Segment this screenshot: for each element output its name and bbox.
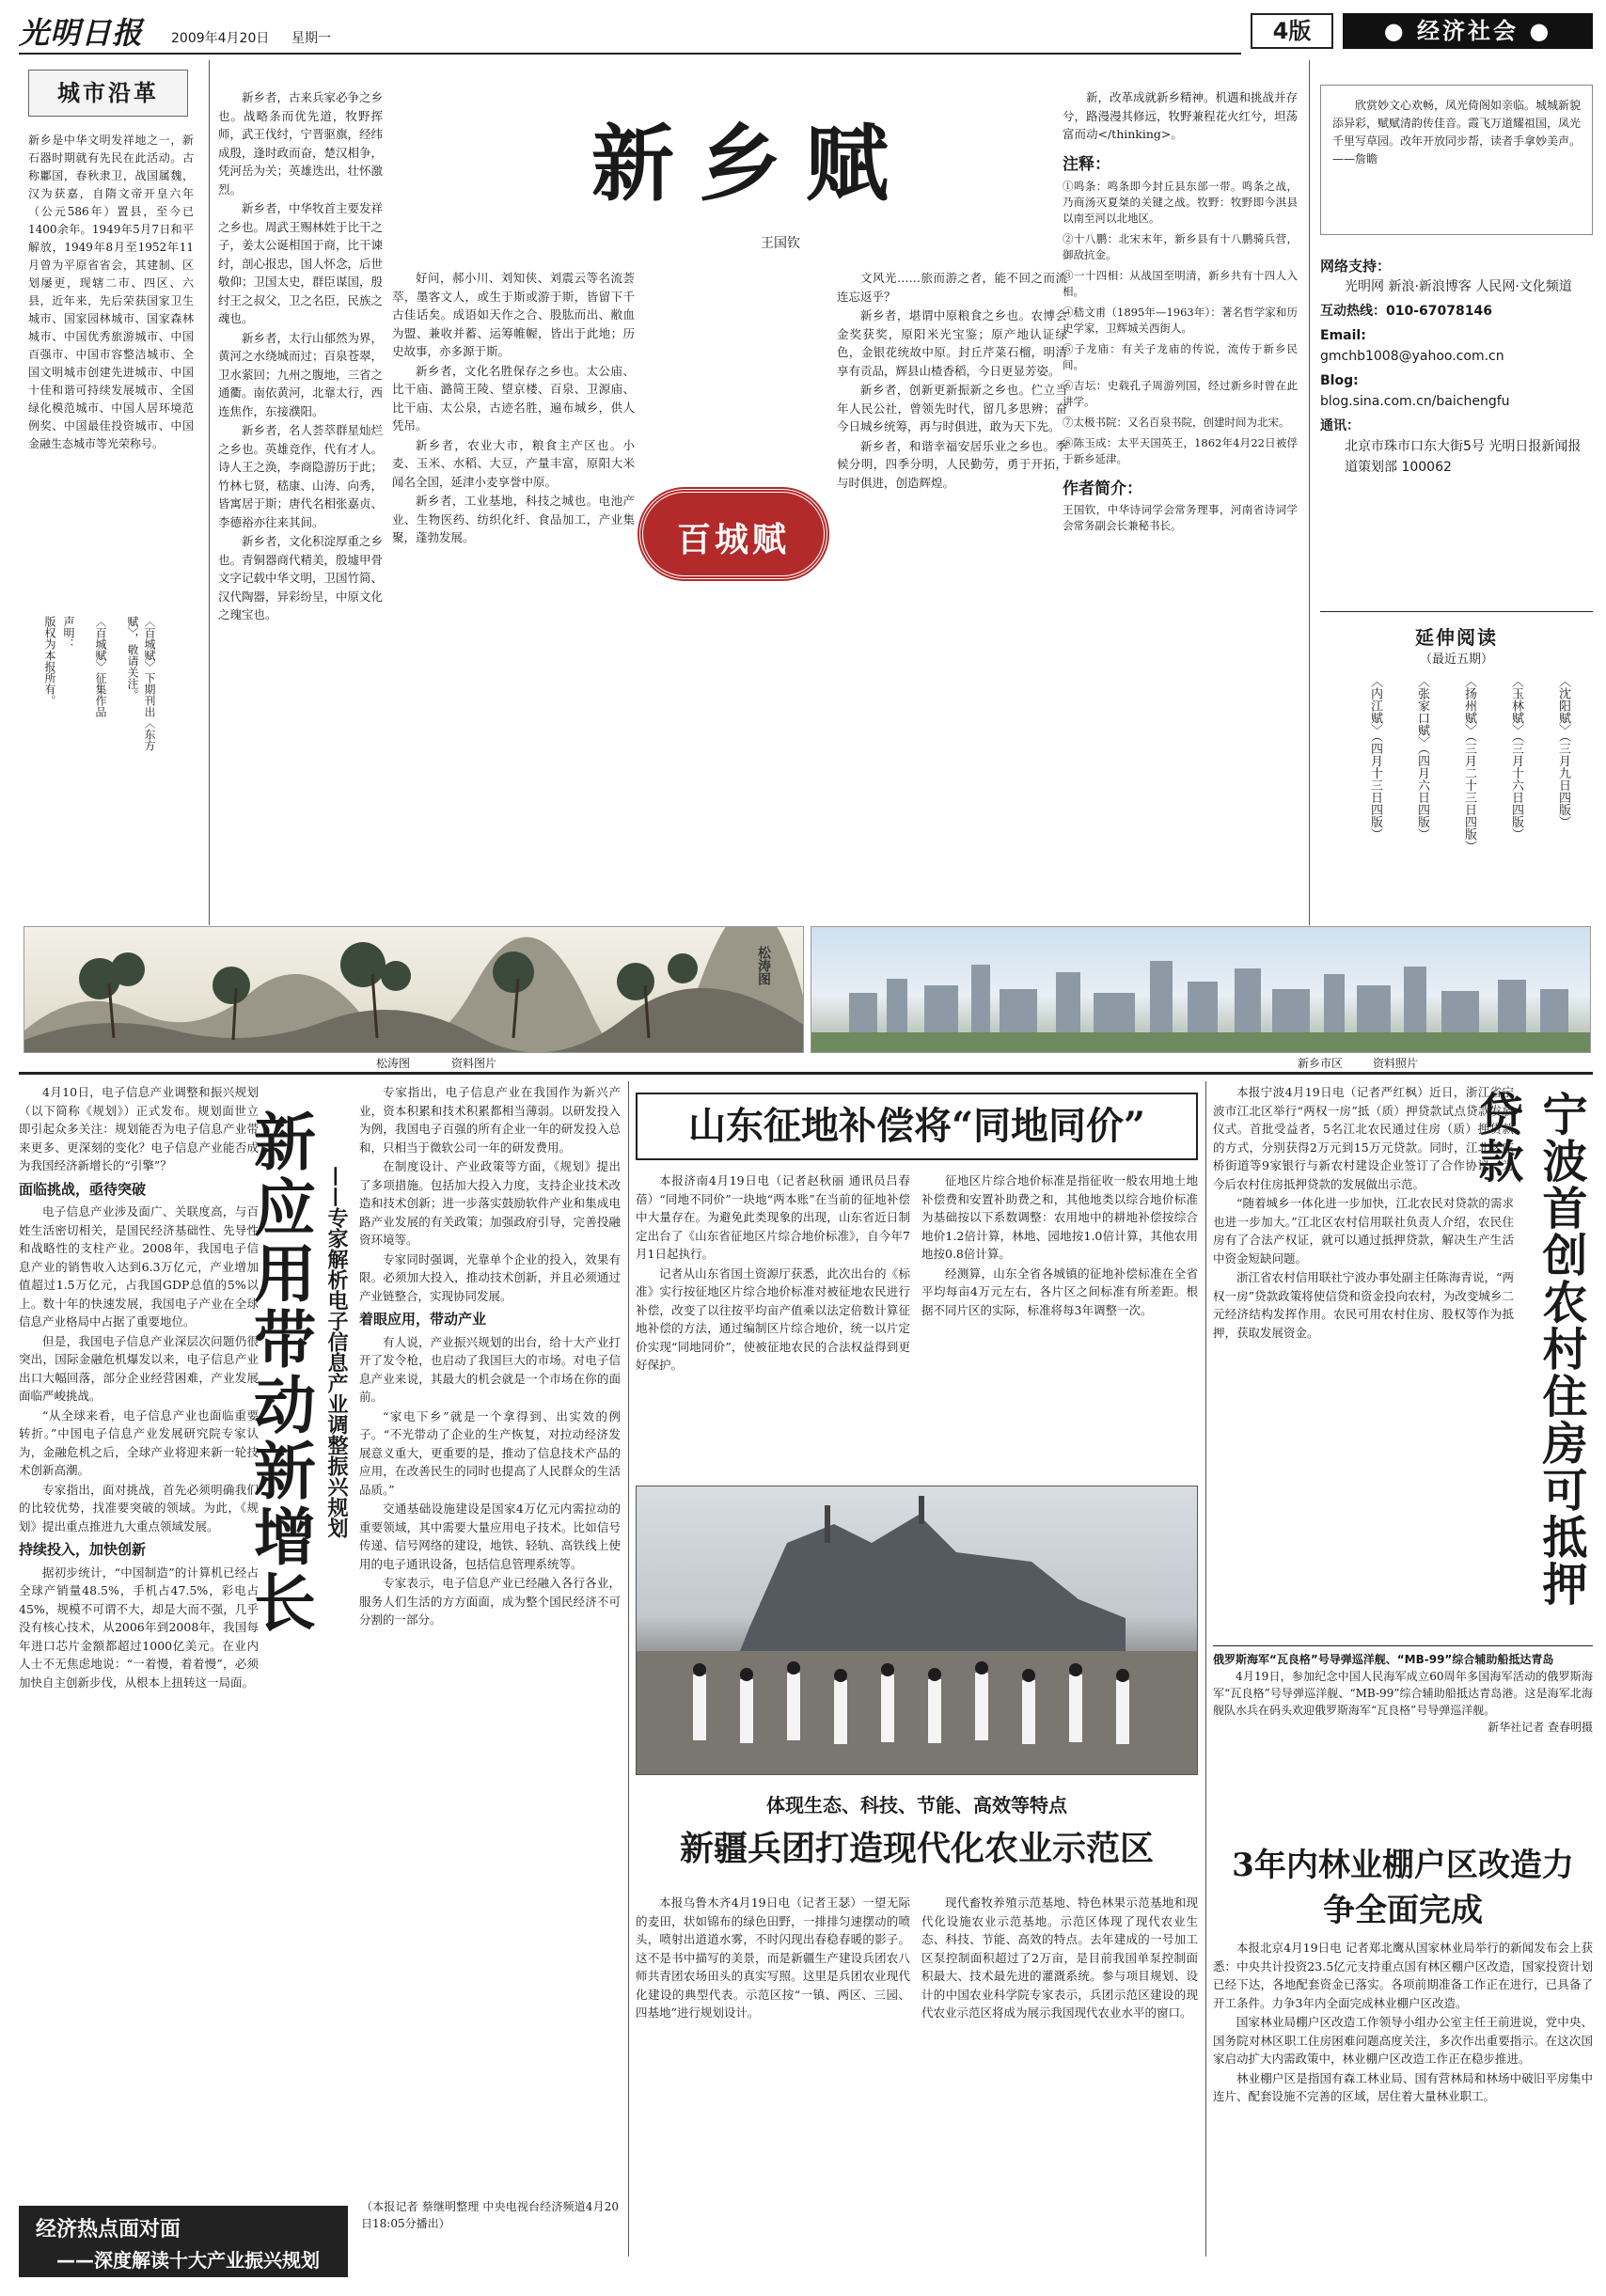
- next-issue-note: 〈百城赋〉下期刊出〈东方: [143, 616, 156, 751]
- painting-caption: 松涛图: [376, 1057, 411, 1070]
- elec-col1-p: 但是，我国电子信息产业深层次问题仍很突出，国际金融危机爆发以来，电子信息产业出口大幅回落，部分企业经营困难，产业发展面临严峻挑战。: [19, 1333, 259, 1403]
- elec-subhead: ——专家解析电子信息产业调整振兴规划: [324, 1166, 349, 1538]
- issue-weekday: 星期一: [291, 31, 331, 46]
- issue-date: 2009年4月20日: [171, 31, 270, 46]
- city-skyline-art: [811, 927, 1591, 1053]
- elec-byline: （本报记者 蔡继明整理 中央电视台经济频道4月20日18:05分播出）: [361, 2200, 619, 2230]
- elec-col-1: [19, 1083, 259, 2202]
- elec-headline-char: 应: [254, 1172, 316, 1245]
- elec-col2-p: 专家同时强调，光靠单个企业的投入，效果有限。必须加大投入，推动技术创新，并且必须通过产业链整合，实现协同发展。: [359, 1251, 621, 1303]
- elec-col1-p: 专家指出，面对挑战，首先必须明确我们的比较优势，找准要突破的领域。为此，《规划》提出重点推进九大重点领域发展。: [19, 1482, 259, 1533]
- notes-title: 注释：: [1063, 155, 1110, 174]
- forestry-p: 国家林业局棚户区改造工作领导小组办公室主任王前进说，党中央、国务院对林区职工住房困难问题高度关注，多次作出重要指示。在这次国家启动扩大内需政策中，林业棚户区改造工作正在稳步推进。: [1213, 2015, 1593, 2066]
- elec-col1-p: “从全球来看，电子信息产业也面临重要转折。”中国电子信息产业发展研究院专家认为，金融危机之后，全球产业将迎来新一轮技术创新高潮。: [19, 1407, 259, 1477]
- main-col3-p: 新乡者，堪谓中原粮食之乡也。农博会金奖获奖，原阳米光宝鉴；原产地认证绿色，金银花统故中原。封丘芹菜石榴，明清享有贡品，辉县山楂香稻，今日更显芳姿。: [837, 308, 1067, 378]
- email-address[interactable]: gmchb1008@yahoo.com.cn: [1320, 349, 1504, 364]
- navy-photo-credit: 新华社记者 查春明摄: [1488, 1721, 1593, 1734]
- xinjiang-box: [636, 1783, 1198, 1886]
- main-col2-p: 新乡者，工业基地，科技之城也。电池产业、生物医药、纺织化纤、食品加工，产业集聚，蓬勃发展。: [392, 494, 635, 544]
- hot-topic-subtitle: ——深度解读十大产业振兴规划: [56, 2249, 320, 2272]
- main-col-1: [218, 88, 383, 916]
- sidebar-divider: [209, 60, 210, 925]
- forestry-headline: 3年内林业棚户区改造力争全面完成: [1232, 1847, 1574, 1929]
- author-bio: 王国钦，中华诗词学会常务理事，河南省诗词学会常务副会长兼秘书长。: [1063, 503, 1298, 532]
- main-col-4: [1063, 88, 1298, 147]
- main-col3-p: 新乡者，和谐幸福安居乐业之乡也。季候分明，四季分明，人民勤劳，勇于开拓，与时俱进，创造辉煌。: [837, 438, 1067, 490]
- navy-photo-art: [637, 1486, 1198, 1775]
- elec-col2-p: 专家指出，电子信息产业在我国作为新兴产业，资本积累和技术积累都相当薄弱。以研发投入为例，我国电子百强的所有企业一年的研发投入总和，只相当于微软公司一年的研发费用。: [359, 1085, 621, 1155]
- ningbo-divider: [1205, 1081, 1206, 2257]
- note-item: ⑦太极书院：又名百泉书院，创建时间为北宋。: [1063, 415, 1290, 429]
- ningbo-p: 本报宁波4月19日电（记者严红枫）近日，浙江省宁波市江北区举行“两权一房”抵（质）押贷款试点贷款发放仪式。首批受益者，5名江北农民通过住房（质）押贷款的方式，分别获得2万元到15万元贷款。同时，江北区庄桥街道等9家银行与新农村建设企业签订了合作协议，为今后农村住房抵押贷款的发展做出示范。: [1213, 1085, 1514, 1191]
- ningbo-headline: 宁波首创农村住房可抵押贷款: [1471, 1091, 1587, 1608]
- hot-topic-banner: [19, 2206, 348, 2277]
- note-item: ②十八鹏：北宋末年，新乡县有十八鹏骑兵营，御敌抗金。: [1063, 231, 1298, 261]
- elec-divider: [628, 1081, 629, 2257]
- painting-seal-text: 松涛图: [756, 946, 771, 985]
- forestry-body: [1213, 1939, 1593, 2277]
- xinjiang-kicker: 体现生态、科技、节能、高效等特点: [766, 1794, 1067, 1816]
- main-col3-p: 文风光……旅而游之者，能不回之而流连忘返乎？: [837, 271, 1067, 304]
- elec-intro: 4月10日，电子信息产业调整和振兴规划（以下简称《规划》）正式发布。规划面世立即引起众多关注：规划能否为电子信息产业带来更多、更深刻的变化？电子信息产业能否成为我国经济新增长的“引擎”？: [19, 1085, 259, 1172]
- extended-reading-title: 延伸阅读: [1415, 626, 1498, 649]
- main-col4-p: 新，改革成就新乡精神。机遇和挑战并存兮，路漫漫其修远，牧野兼程花火红兮，坦荡富而动</thinking>。: [1063, 90, 1298, 141]
- shandong-headline: 山东征地补偿将“同地同价”: [636, 1093, 1198, 1160]
- support-label: 网络支持：: [1320, 258, 1392, 275]
- note-item: ⑧陈玉成：太平天国英王，1862年4月22日被俘于新乡延津。: [1063, 435, 1298, 465]
- elec-col2-body: 专家表示，电子信息产业已经融入各行各业，服务人们生活的方方面面，成为整个国民经济不可分割的一部分。: [359, 1576, 621, 1627]
- main-col1-p: 新乡者，中华牧首主要发祥之乡也。周武王赐林姓于比干之子，姜太公诞相国于商，比干谏纣，剖心报忠，国人怀念，后世敬仰；卫国太史，群臣谋国，殷纣王之叔父，卫之名臣，民族之魂也。: [218, 201, 383, 325]
- reading-item[interactable]: 〈玉林赋〉（三月十六日四版）: [1509, 675, 1523, 841]
- shandong-col1-p: 本报济南4月19日电（记者赵秋丽 通讯员吕春蓓）“同地不同价”一块地“两本账”在当前的征地补偿中大量存在。为避免此类现象的出现，山东省近日制定出台了《山东省征地区片综合地价标准》，自今年7月1日起执行。: [636, 1173, 910, 1261]
- elec-headline-char: 带: [254, 1303, 316, 1376]
- reading-item[interactable]: 〈沈阳赋〉（三月九日四版）: [1556, 675, 1570, 828]
- pine-painting-art: [24, 927, 804, 1053]
- navy-photo-caption: 4月19日，参加纪念中国人民海军成立60周年多国海军活动的俄罗斯海军“瓦良格”号导弹巡洋舰、“MB-99”综合辅助船抵达青岛港。这是海军北海舰队水兵在码头欢迎俄罗斯海军“瓦良格”号导弹巡洋舰。: [1213, 1670, 1593, 1717]
- ningbo-p: 浙江省农村信用联社宁波办事处副主任陈海青说，“两权一房”贷款政策将使信贷和资金投向农村，为改变城乡二元经济结构发挥作用。农民可用农村住房、股权等作为抵押，获取发展资金。: [1213, 1270, 1514, 1340]
- hotline: 互动热线：010-67078146: [1320, 304, 1492, 319]
- main-col-3: [837, 269, 1067, 918]
- contact-box: [1320, 256, 1593, 585]
- section-name: ● 经济社会 ●: [1343, 13, 1593, 49]
- city-history-title: 城市沿革: [28, 70, 188, 117]
- extended-reading-subtitle: （最近五期）: [1419, 653, 1493, 667]
- address: 北京市珠市口东大街5号 光明日报新闻报道策划部 100062: [1345, 439, 1582, 475]
- main-col2-p: 好问，郝小川、刘知侠、刘震云等名流荟萃，墨客文人，或生于斯或游于斯，皆留下千古佳话矣。成语如天作之合、股肱而出、敝血为盟、兼收并蓄、运筹帷幄，皆出于此地；历史故事，亦多源于斯。: [392, 271, 635, 358]
- shandong-col-1: [636, 1172, 910, 1478]
- extended-rule: [1320, 611, 1593, 612]
- baichengfu-seal: [639, 489, 827, 579]
- address-label: 通讯：: [1320, 418, 1360, 433]
- blog-label: Blog:: [1320, 373, 1359, 388]
- elec-headline-char: 动: [254, 1369, 316, 1442]
- elec-headline-char: 新: [254, 1435, 316, 1508]
- elec-headline-char: 增: [254, 1501, 316, 1574]
- xinjiang-headline: 新疆兵团打造现代化农业示范区: [679, 1829, 1154, 1868]
- elec-col2-body: 交通基础设施建设是国家4万亿元内需拉动的重要领域，其中需要大量应用电子技术。比如信号传递、信号网络的建设，地铁、轻轨、高铁线上使用的电子通讯设备，包括信息管理系统等。: [359, 1502, 621, 1571]
- main-col1-p: 新乡者，古来兵家必争之乡也。战略条而优先道，牧野挥师，武王伐纣，宁晋驱旗，经纬成殷，逢时政而奋，楚汉相争，凭河岳为关；英雄迭出，壮怀激烈。: [218, 90, 383, 197]
- copyright-note: 版权为本报所有。: [43, 616, 56, 706]
- hot-topic-title: 经济热点面对面: [36, 2218, 181, 2241]
- vertical-notes: [19, 611, 203, 921]
- elec-col1-end: 据初步统计，“中国制造”的计算机已经占全球产销量48.5%，手机占47.5%，彩电占45%，规模不可谓不大，却是大而不强，几乎没有核心技术，从2006年到2008年，我国每年进口芯片金额都超过1000亿美元。在业内人士不无焦虑地说：“一着慢，着着慢”，必须加快自主创新步伐，从根本上扭转这一局面。: [19, 1565, 259, 1690]
- collect-note: 〈百城赋〉征集作品: [94, 616, 107, 717]
- ningbo-p: “随着城乡一体化进一步加快，江北农民对贷款的需求也进一步加大。”江北区农村信用联社负责人介绍，农民住房有了合法产权证，就可以通过抵押贷款，解决生产生活中资金短缺问题。: [1213, 1196, 1514, 1266]
- newspaper-logo: 光明日报: [19, 15, 144, 51]
- main-col-2: [392, 269, 635, 918]
- painting-credit: 资料图片: [451, 1057, 497, 1070]
- author-intro-title: 作者简介：: [1063, 479, 1142, 498]
- main-col1-p: 新乡者，太行山郁然为界，黄河之水绕城而过；百泉苍翠，卫水萦回；九州之腹地，三省之通衢。南依黄河，北靠太行，西连焦作，东接濮阳。: [218, 330, 383, 418]
- main-title: 新乡赋: [590, 115, 913, 212]
- navy-photo-title: 俄罗斯海军“瓦良格”号导弹巡洋舰、“MB-99”综合辅助船抵达青岛: [1213, 1653, 1554, 1666]
- main-col1-p: 新乡者，文化积淀厚重之乡也。青铜器商代精美，殷墟甲骨文字记载中华文明，卫国竹简、汉代陶器，异彩纷呈，中原文化之瑰宝也。: [218, 534, 383, 621]
- reading-item[interactable]: 〈内江赋〉（四月十三日四版）: [1368, 675, 1382, 841]
- seal-text: 百城赋: [676, 520, 790, 559]
- shandong-col1-p: 记者从山东省国土资源厅获悉，此次出台的《标准》实行按征地区片综合地价标准对被征地农民进行补偿，改变了以往按平均亩产值乘以法定倍数计算征地补偿的方法，通过编制区片综合地价，统一以片定价实现“同地同价”，使被征地农民的合法权益得到更好保护。: [636, 1266, 910, 1372]
- city-history-body: 新乡是中华文明发祥地之一，新石器时期就有先民在此活动。古称鄘国，春秋隶卫，战国属魏，汉为获嘉，自隋文帝开皇六年（公元586年）置县，至今已1400余年。1949年5月7日和平解放，1949年8月至1952年11月曾为平原省省会，其建制、区划屡更，现辖二市、四区、六县，近年来，先后荣获国家卫生城市、国家园林城市、国家森林城市、中国优秀旅游城市、中国百强市、中国市容整洁城市、全国文明城市创建先进城市、中国十佳和谐可持续发展城市、全国绿化模范城市、中国人居环境范例奖、中国最佳投资城市、中国金融生态城市等光荣称号。: [28, 134, 194, 450]
- note-item: ③一十四相：从战国至明清，新乡共有十四人入相。: [1063, 268, 1298, 298]
- note-item: ⑤子龙庙：有关子龙庙的传说，流传于新乡民间。: [1063, 341, 1298, 371]
- email-label: Email:: [1320, 328, 1366, 343]
- main-author: 王国钦: [761, 236, 800, 251]
- elec-sec1-heading: 面临挑战，亟待突破: [19, 1180, 147, 1198]
- navy-caption-box: [1213, 1651, 1593, 1801]
- elec-sec2-heading: 着眼应用，带动产业: [359, 1311, 487, 1328]
- page-number: 4版: [1251, 13, 1333, 49]
- city-credit: 资料照片: [1373, 1057, 1419, 1070]
- shandong-col2-p: 经测算，山东全省各城镇的征地补偿标准在全省平均每亩4万元左右，各片区之间标准有所差距。根据不同片区的实际，标准将每3年调整一次。: [921, 1266, 1198, 1317]
- city-caption: 新乡市区: [1298, 1057, 1344, 1070]
- next-issue-note-2: 赋〉，敬请关注。: [126, 616, 139, 700]
- main-col2-p: 新乡者，文化名胜保存之乡也。太公庙、比干庙、潞简王陵、望京楼、百泉、卫源庙、比干庙、太公泉，古迹名胜，遍布城乡，供人凭吊。: [392, 363, 635, 432]
- reading-item[interactable]: 〈张家口赋〉（四月六日四版）: [1415, 675, 1429, 841]
- notes-section: [1063, 150, 1298, 912]
- xinjiang-col-1: 本报乌鲁木齐4月19日电（记者王瑟）一望无际的麦田，状如锦布的绿色田野，一排排匀速摆动的喷头，喷射出道道水雾，不时闪现出春稳春暖的影子。这不是书中描写的美景，而是新疆生产建设兵团农八师共青团农场田头的真实写照。这里是兵团农业现代化建设的典型代表。示范区按“一镇、两区、三园、四基地”进行规划设计。: [636, 1895, 910, 2020]
- shandong-col-2: [921, 1172, 1198, 1478]
- elec-col2-p: 在制度设计、产业政策等方面，《规划》提出了多项措施。包括加大投入力度，支持企业技术改造和技术创新；进一步落实鼓励软件产业和集成电路产业发展的有关政策；加强政府引导，完善投融资环境等。: [359, 1159, 621, 1247]
- city-skyline-photo: [811, 926, 1591, 1053]
- support-sites: 光明网 新浪·新浪博客 人民网·文化频道: [1345, 279, 1572, 294]
- masthead: [0, 0, 1606, 58]
- extended-reading-list: [1320, 675, 1593, 910]
- elec-headline: [246, 1106, 323, 1640]
- quote-box: [1320, 85, 1593, 235]
- elec-headline-char: 新: [254, 1106, 316, 1179]
- city-history-box: [19, 60, 203, 605]
- elec-col-2: [359, 1083, 621, 2202]
- elec-col2-body: “家电下乡”就是一个拿得到、出实效的例子。“不光带动了企业的生产恢复，对拉动经济发展意义重大，更重要的是，推动了信息技术产品的应用，在改善民生的同时也提高了人民群众的生活品质。”: [359, 1408, 621, 1497]
- shandong-col2-p: 征地区片综合地价标准是指征收一般农用地土地补偿费和安置补助费之和，其他地类以综合地价标准为基础按以下系数调整：农用地中的耕地补偿按综合地价1.2倍计算，林地、园地按1.0倍计算，其他农用地按0.8倍计算。: [921, 1173, 1198, 1261]
- main-col3-p: 新乡者，创新更新振新之乡也。伫立当年人民公社，曾领先时代，留几多思辨；奋今日城乡统筹，再与时俱进，敢为天下先。: [837, 383, 1067, 433]
- masthead-rule: [19, 53, 1241, 55]
- note-item: ①鸣条：鸣条即今封丘县东部一带。鸣条之战，乃商汤灭夏桀的关键之战。牧野：牧野即今淇县以南至河以北地区。: [1063, 179, 1298, 225]
- reading-item[interactable]: 〈扬州赋〉（三月二十三日四版）: [1462, 675, 1476, 853]
- copyright-label: 声明：: [62, 616, 75, 650]
- navy-photo: [636, 1486, 1198, 1775]
- elec-col2-body: 有人说，产业振兴规划的出台，给十大产业打开了发令枪，也启动了我国巨大的市场。对电子信息产业来说，其最大的机会就是一个市场在你的面前。: [359, 1334, 621, 1404]
- blog-url[interactable]: blog.sina.com.cn/baichengfu: [1320, 394, 1510, 409]
- elec-headline-char: 用: [254, 1237, 316, 1311]
- elec-col1-p: 电子信息产业涉及面广、关联度高，与百姓生活密切相关，是国民经济基础性、先导性和战略性的支柱产业。2008年，我国电子信息产业的销售收入达到6.3万亿元，产业增加值超过1.5万亿元，占我国GDP总值的5%以上。数十年的快速发展，我国电子产业在全球信息产业格局中占据了重要地位。: [19, 1204, 259, 1329]
- forestry-p: 本报北京4月19日电 记者郑北鹰从国家林业局举行的新闻发布会上获悉：中央共计投资23.5亿元支持重点国有林区棚户区改造，国家投资计划已经下达，各地配套资金已落实。各项前期准备工作正在进行，已具备了开工条件。力争3年内全面完成林业棚户区改造。: [1213, 1941, 1593, 2010]
- forestry-p: 林业棚户区是指国有森工林业局、国有营林局和林场中破旧平房集中连片、配套设施不完善的区域，居住着大量林业职工。: [1213, 2070, 1593, 2103]
- pine-painting: [24, 926, 804, 1053]
- elec-invest-heading: 持续投入，加快创新: [19, 1541, 147, 1558]
- section-rule: [19, 1072, 1593, 1075]
- right-box-divider: [1309, 60, 1310, 925]
- main-col2-p: 新乡者，农业大市，粮食主产区也。小麦、玉米、水稻、大豆，产量丰富，原阳大米闻名全国，延津小麦享誉中原。: [392, 437, 635, 489]
- note-item: ④嵇文甫（1895年—1963年）：著名哲学家和历史学家，卫辉城关西街人。: [1063, 305, 1298, 335]
- reader-quote: 欣赏妙文心欢畅，凤光倚阁如亲临。城城新貌添异彩，赋赋清韵传佳音。霞飞万道耀祖国，凤光千里写草园。改年开放同步帮，读者手拿妙美声。——詹瞻: [1332, 99, 1581, 165]
- note-item: ⑥吉坛：史载孔子周游列国，经过新乡时曾在此讲学。: [1063, 378, 1298, 408]
- navy-caption-rule: [1213, 1645, 1593, 1646]
- xinjiang-col-2: 现代畜牧养殖示范基地、特色林果示范基地和现代化设施农业示范基地。示范区体现了现代农业生态、科技、节能、高效的特点。去年建成的一号加工区泵控制面积超过了2万亩，是目前我国单泵控制面积最大、技术最先进的灌溉系统。参与项目规划、设计的中国农业科学院专家表示，兵团示范区建设的现代农业示范区将成为展示我国现代农业水平的窗口。: [921, 1895, 1198, 2020]
- main-col1-p: 新乡者，名人荟萃群星灿烂之乡也。英雄竞作，代有才人。诗人王之涣，李商隐游历于此；竹林七贤，嵇康、山涛、向秀，皆寓居于斯；唐代名相张嘉贞、李德裕亦往来其间。: [218, 423, 383, 529]
- elec-headline-char: 长: [254, 1566, 316, 1640]
